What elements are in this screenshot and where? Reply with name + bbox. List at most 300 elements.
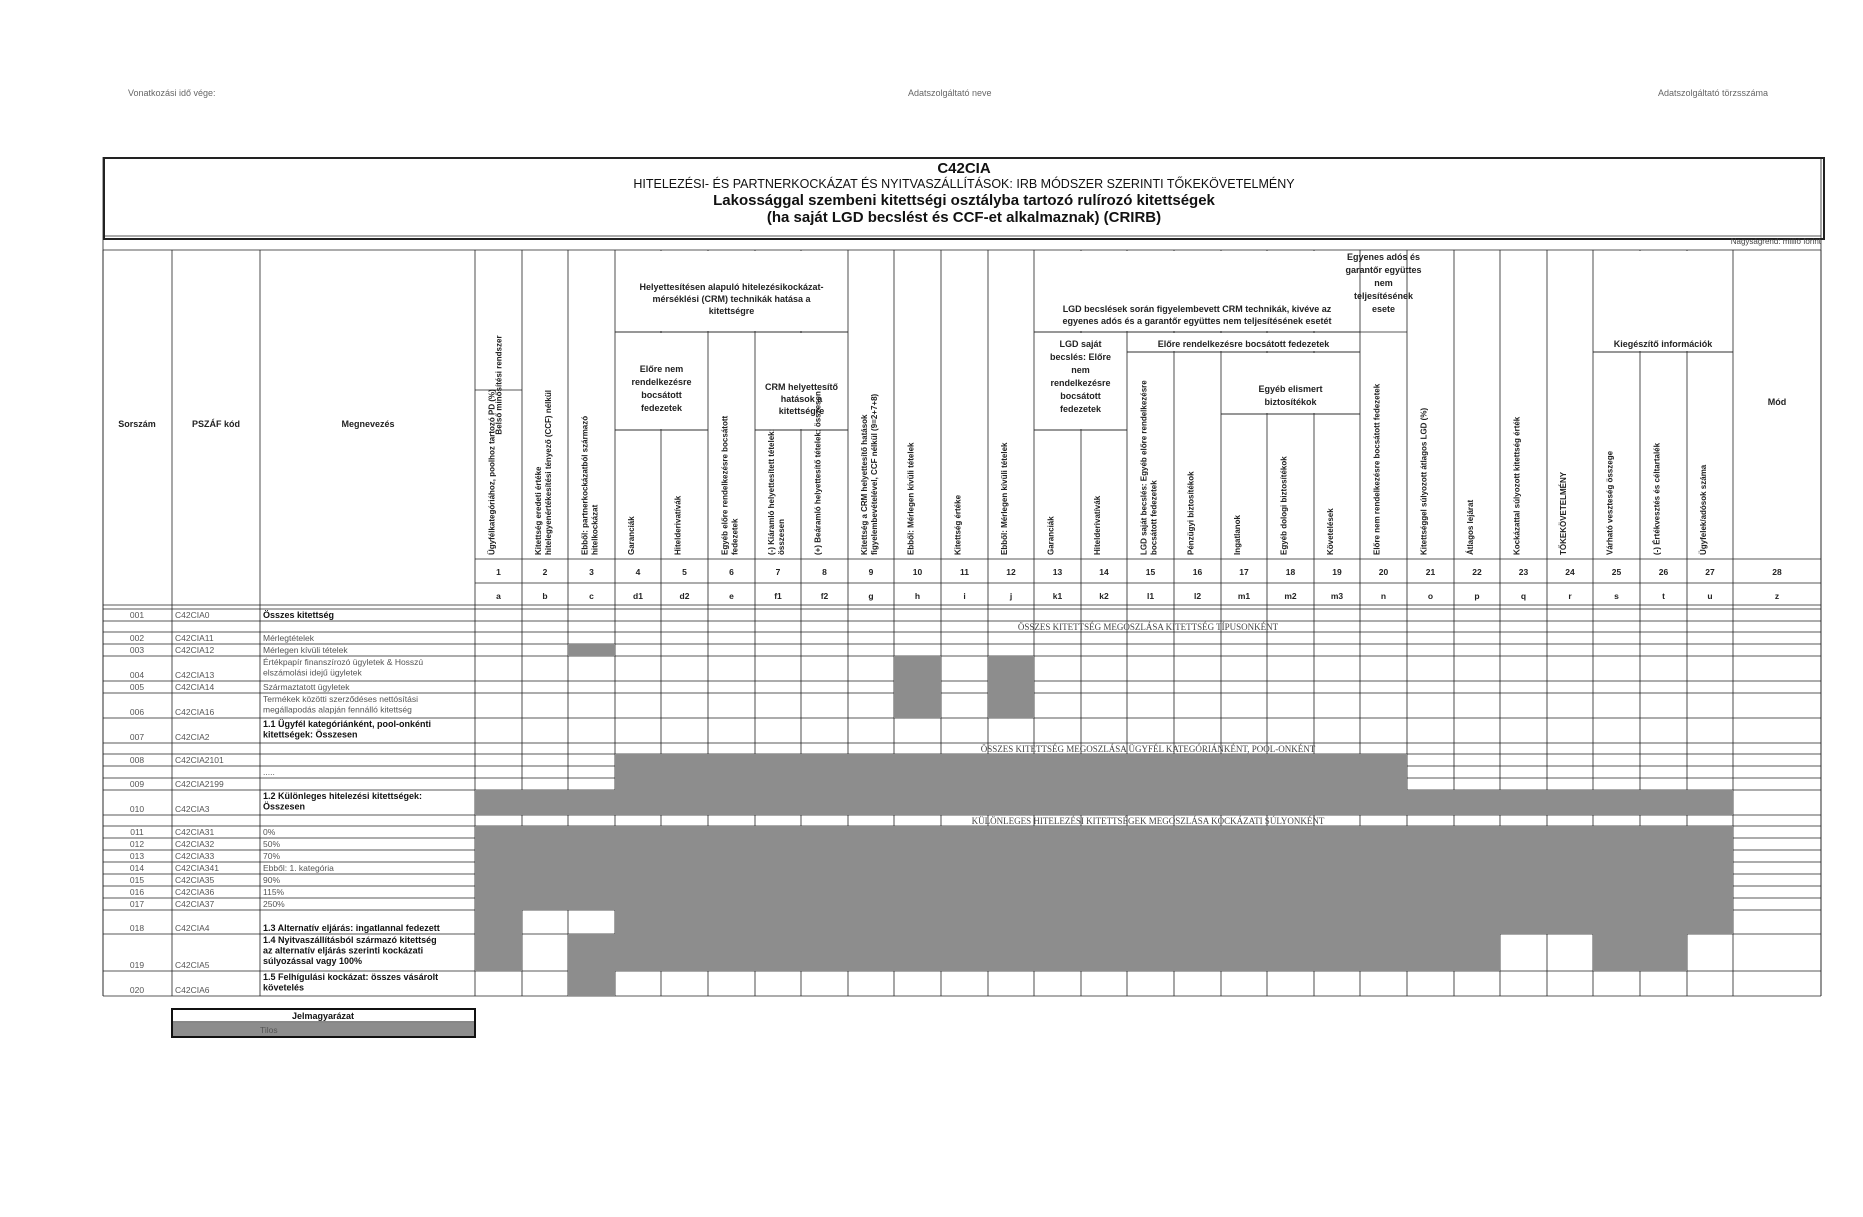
forbidden-cell — [1407, 790, 1454, 815]
row-name: 1.3 Alternatív eljárás: ingatlannal fedezett — [263, 923, 440, 933]
group-lgd-becsles-0: LGD becslések során figyelembevett CRM technikák, kivéve az — [1062, 304, 1332, 314]
forbidden-cell — [848, 898, 894, 910]
row-number: 016 — [129, 887, 145, 897]
col-title-1: Ügyfélkategóriához, poolhoz tartozó PD (%) — [487, 389, 497, 555]
forbidden-cell — [615, 874, 661, 886]
forbidden-cell — [1034, 790, 1081, 815]
forbidden-cell — [475, 838, 522, 850]
forbidden-cell — [1640, 850, 1687, 862]
forbidden-cell — [661, 910, 708, 934]
col-header-sorszam: Sorszám — [118, 419, 156, 429]
col-letter-o: o — [1427, 591, 1434, 601]
row-code: C42CIA12 — [175, 645, 215, 655]
forbidden-cell — [1593, 874, 1640, 886]
forbidden-cell — [1267, 754, 1314, 766]
col-number-25: 25 — [1611, 567, 1622, 577]
forbidden-cell — [1687, 850, 1733, 862]
forbidden-cell — [661, 850, 708, 862]
forbidden-cell — [1081, 934, 1127, 971]
col-number-10: 10 — [912, 567, 923, 577]
group-elore-nem-3: fedezetek — [640, 403, 683, 413]
group-crm-hatas-0: CRM helyettesítő — [764, 382, 839, 392]
col-letter-j: j — [1009, 591, 1013, 601]
col-letter-m2: m2 — [1284, 591, 1297, 601]
col-number-21: 21 — [1425, 567, 1436, 577]
forbidden-cell — [1314, 778, 1360, 790]
forbidden-cell — [1500, 886, 1547, 898]
forbidden-cell — [894, 778, 941, 790]
forbidden-cell — [1640, 898, 1687, 910]
row-code: C42CIA35 — [175, 875, 215, 885]
col-number-1: 1 — [496, 567, 501, 577]
forbidden-cell — [615, 766, 661, 778]
forbidden-cell — [1221, 898, 1267, 910]
col-letter-m3: m3 — [1330, 591, 1344, 601]
col-number-4: 4 — [635, 567, 641, 577]
forbidden-cell — [1360, 790, 1407, 815]
forbidden-cell — [988, 934, 1034, 971]
row-number: 011 — [130, 827, 144, 837]
col-letter-l2: l2 — [1193, 591, 1202, 601]
forbidden-cell — [615, 898, 661, 910]
forbidden-cell — [1547, 874, 1593, 886]
col-number-8: 8 — [822, 567, 827, 577]
row-number: 014 — [129, 863, 145, 873]
col-number-23: 23 — [1518, 567, 1529, 577]
forbidden-cell — [615, 886, 661, 898]
row-name: 0% — [263, 827, 276, 837]
forbidden-cell — [755, 754, 801, 766]
col-title-8: (+) Beáramló helyettesítő tételek: összesen — [813, 391, 823, 555]
forbidden-cell — [475, 826, 522, 838]
forbidden-cell — [988, 826, 1034, 838]
col-title-7: összesen — [777, 518, 786, 555]
forbidden-cell — [568, 790, 615, 815]
forbidden-cell — [568, 934, 615, 971]
forbidden-cell — [1081, 862, 1127, 874]
forbidden-cell — [894, 693, 941, 718]
col-letter-d1: d1 — [633, 591, 643, 601]
row-number: 017 — [129, 899, 145, 909]
row-code: C42CIA3 — [175, 804, 210, 814]
row-name: Összes kitettség — [263, 610, 335, 620]
forbidden-cell — [1267, 910, 1314, 934]
forbidden-cell — [1640, 862, 1687, 874]
row-number: 003 — [129, 645, 145, 655]
row-code: C42CIA0 — [175, 610, 210, 620]
forbidden-cell — [988, 874, 1034, 886]
row-name: az alternatív eljárás szerinti kockázati — [263, 945, 424, 956]
row-code: C42CIA36 — [175, 887, 215, 897]
forbidden-cell — [1174, 826, 1221, 838]
forbidden-cell — [988, 766, 1034, 778]
forbidden-cell — [615, 934, 661, 971]
group-kiegeszito: Kiegészítő információk — [1613, 339, 1713, 349]
forbidden-cell — [1687, 838, 1733, 850]
forbidden-cell — [1314, 766, 1360, 778]
legend-swatch — [173, 1023, 474, 1036]
forbidden-cell — [1593, 862, 1640, 874]
col-letter-a: a — [496, 591, 501, 601]
forbidden-cell — [848, 886, 894, 898]
forbidden-cell — [894, 681, 941, 693]
forbidden-cell — [1221, 838, 1267, 850]
unit-label: Nagyságrend: millió forint — [1730, 237, 1821, 246]
forbidden-cell — [941, 790, 988, 815]
forbidden-cell — [941, 766, 988, 778]
forbidden-cell — [1687, 910, 1733, 934]
forbidden-cell — [708, 766, 755, 778]
provider-name-label: Adatszolgáltató neve — [908, 88, 992, 98]
forbidden-cell — [1547, 790, 1593, 815]
col-number-20: 20 — [1378, 567, 1389, 577]
forbidden-cell — [1407, 934, 1454, 971]
group-belso: Belső minősítési rendszer — [494, 335, 504, 435]
group-mod: Mód — [1767, 397, 1787, 407]
row-code: C42CIA13 — [175, 670, 215, 680]
forbidden-cell — [708, 790, 755, 815]
forbidden-cell — [475, 790, 522, 815]
col-header-megnevezes: Megnevezés — [341, 419, 395, 429]
row-name: 1.5 Felhígulási kockázat: összes vásárolt — [263, 972, 439, 982]
forbidden-cell — [988, 850, 1034, 862]
forbidden-cell — [1221, 766, 1267, 778]
row-name: Összesen — [263, 801, 306, 812]
col-letter-d2: d2 — [679, 591, 690, 601]
forbidden-cell — [801, 934, 848, 971]
forbidden-cell — [661, 862, 708, 874]
forbidden-cell — [1360, 778, 1407, 790]
forbidden-cell — [1267, 934, 1314, 971]
col-letter-u: u — [1707, 591, 1713, 601]
group-crm-helyettesites-0: Helyettesítésen alapuló hitelezésikockázat- — [639, 282, 824, 292]
col-header-pszaf: PSZÁF kód — [191, 419, 241, 429]
row-code: C42CIA6 — [175, 985, 210, 995]
forbidden-cell — [801, 766, 848, 778]
col-number-3: 3 — [589, 567, 594, 577]
row-name: Ebből: 1. kategória — [263, 863, 334, 873]
col-title-10: Ebből: Mérlegen kívüli tételek — [906, 442, 916, 555]
forbidden-cell — [1407, 910, 1454, 934]
forbidden-cell — [1267, 778, 1314, 790]
forbidden-cell — [1314, 754, 1360, 766]
forbidden-cell — [894, 766, 941, 778]
forbidden-cell — [1081, 886, 1127, 898]
forbidden-cell — [1500, 790, 1547, 815]
forbidden-cell — [1081, 778, 1127, 790]
col-letter-r: r — [1568, 591, 1572, 601]
forbidden-cell — [1360, 838, 1407, 850]
forbidden-cell — [1360, 826, 1407, 838]
forbidden-cell — [1314, 934, 1360, 971]
forbidden-cell — [1221, 886, 1267, 898]
forbidden-cell — [522, 898, 568, 910]
row-code: C42CIA16 — [175, 707, 215, 717]
col-title-6: fedezetek — [730, 518, 740, 555]
forbidden-cell — [1547, 826, 1593, 838]
row-code: C42CIA5 — [175, 960, 210, 970]
forbidden-cell — [1407, 898, 1454, 910]
forbidden-cell — [1127, 778, 1174, 790]
forbidden-cell — [988, 790, 1034, 815]
forbidden-cell — [1640, 910, 1687, 934]
forbidden-cell — [894, 656, 941, 681]
forbidden-cell — [661, 898, 708, 910]
forbidden-cell — [1687, 898, 1733, 910]
forbidden-cell — [1547, 838, 1593, 850]
forbidden-cell — [661, 934, 708, 971]
forbidden-cell — [568, 862, 615, 874]
row-name: elszámolási idejű ügyletek — [263, 667, 362, 678]
forbidden-cell — [475, 874, 522, 886]
col-number-12: 12 — [1006, 567, 1016, 577]
group-lgd-sajat-0: LGD saját — [1059, 339, 1102, 349]
group-lgd-becsles-1: egyenes adós és a garantőr együttes nem teljesítésének esetét — [1062, 316, 1332, 326]
col-title-2: hitelegyenértékesítési tényező (CCF) nélkül — [544, 390, 553, 555]
group-crm-helyettesites-1: mérséklési (CRM) technikák hatása a — [652, 294, 811, 304]
forbidden-cell — [1174, 862, 1221, 874]
forbidden-cell — [708, 826, 755, 838]
forbidden-cell — [1034, 886, 1081, 898]
forbidden-cell — [1221, 754, 1267, 766]
row-number: 015 — [129, 875, 145, 885]
forbidden-cell — [1127, 910, 1174, 934]
forbidden-cell — [894, 754, 941, 766]
forbidden-cell — [1267, 826, 1314, 838]
forbidden-cell — [1314, 790, 1360, 815]
forbidden-cell — [708, 898, 755, 910]
row-name: kitettségek: Összesen — [263, 729, 358, 740]
group-elore-nem-0: Előre nem — [639, 364, 684, 374]
row-number: 004 — [129, 670, 145, 680]
forbidden-cell — [1081, 910, 1127, 934]
forbidden-cell — [755, 862, 801, 874]
forbidden-cell — [801, 754, 848, 766]
forbidden-cell — [568, 898, 615, 910]
forbidden-cell — [708, 838, 755, 850]
row-number: 005 — [129, 682, 145, 692]
col-title-23: Kockázattal súlyozott kitettség érték — [1512, 416, 1522, 555]
forbidden-cell — [848, 790, 894, 815]
forbidden-cell — [1360, 766, 1407, 778]
col-title-11: Kitettség értéke — [953, 494, 963, 555]
forbidden-cell — [1407, 838, 1454, 850]
forbidden-cell — [1593, 838, 1640, 850]
forbidden-cell — [615, 826, 661, 838]
row-name: követelés — [263, 982, 305, 993]
forbidden-cell — [615, 910, 661, 934]
forbidden-cell — [801, 886, 848, 898]
forbidden-cell — [1081, 790, 1127, 815]
forbidden-cell — [661, 754, 708, 766]
forbidden-cell — [1174, 790, 1221, 815]
forbidden-cell — [894, 886, 941, 898]
forbidden-cell — [988, 681, 1034, 693]
forbidden-cell — [1034, 850, 1081, 862]
reference-date-label: Vonatkozási idő vége: — [128, 88, 216, 98]
forbidden-cell — [475, 850, 522, 862]
forbidden-cell — [848, 850, 894, 862]
row-name: 1.2 Különleges hitelezési kitettségek: — [263, 791, 423, 801]
forbidden-cell — [1360, 754, 1407, 766]
row-code: C42CIA14 — [175, 682, 215, 692]
forbidden-cell — [1314, 850, 1360, 862]
col-letter-p: p — [1474, 591, 1480, 601]
forbidden-cell — [755, 766, 801, 778]
forbidden-cell — [1640, 790, 1687, 815]
forbidden-cell — [1547, 850, 1593, 862]
forbidden-cell — [1500, 862, 1547, 874]
row-number: 007 — [129, 732, 145, 742]
col-letter-b: b — [542, 591, 548, 601]
forbidden-cell — [1127, 838, 1174, 850]
forbidden-cell — [568, 838, 615, 850]
group-lgd-sajat-2: nem — [1071, 365, 1090, 375]
forbidden-cell — [1314, 874, 1360, 886]
row-number: 009 — [129, 779, 145, 789]
forbidden-cell — [1267, 898, 1314, 910]
group-elore-nem-2: bocsátott — [641, 390, 682, 400]
forbidden-cell — [661, 826, 708, 838]
forbidden-cell — [708, 754, 755, 766]
row-number: 008 — [129, 755, 145, 765]
forbidden-cell — [1547, 898, 1593, 910]
forbidden-cell — [1127, 766, 1174, 778]
forbidden-cell — [1127, 790, 1174, 815]
forbidden-cell — [1687, 790, 1733, 815]
forbidden-cell — [522, 850, 568, 862]
row-code: C42CIA341 — [175, 863, 219, 873]
section-heading: KÜLÖNLEGES HITELEZÉSI KITETTSÉGEK MEGOSZLÁSA KOCKÁZATI SÚLYONKÉNT — [971, 816, 1325, 826]
forbidden-cell — [1454, 910, 1500, 934]
forbidden-cell — [1034, 898, 1081, 910]
forbidden-cell — [1174, 934, 1221, 971]
col-letter-f1: f1 — [774, 591, 782, 601]
forbidden-cell — [1407, 850, 1454, 862]
group-crm-hatas-2: kitettségre — [778, 406, 825, 416]
forbidden-cell — [801, 898, 848, 910]
forbidden-cell — [568, 850, 615, 862]
forbidden-cell — [1360, 898, 1407, 910]
forbidden-cell — [1174, 766, 1221, 778]
forbidden-cell — [1640, 886, 1687, 898]
provider-id-label: Adatszolgáltató törzsszáma — [1658, 88, 1769, 98]
forbidden-cell — [1221, 826, 1267, 838]
forbidden-cell — [475, 862, 522, 874]
forbidden-cell — [801, 850, 848, 862]
forbidden-cell — [941, 850, 988, 862]
forbidden-cell — [1314, 826, 1360, 838]
row-name: Származtatott ügyletek — [263, 682, 350, 692]
col-title-2: Kitettség eredeti értéke — [534, 466, 543, 555]
forbidden-cell — [848, 910, 894, 934]
forbidden-cell — [1500, 898, 1547, 910]
forbidden-cell — [1407, 862, 1454, 874]
forbidden-cell — [1687, 874, 1733, 886]
forbidden-cell — [1267, 790, 1314, 815]
forbidden-cell — [708, 886, 755, 898]
col-title-21: Kitettséggel súlyozott átlagos LGD (%) — [1419, 407, 1429, 555]
forbidden-cell — [1081, 826, 1127, 838]
forbidden-cell — [522, 838, 568, 850]
col-title-13: Garanciák — [1046, 516, 1056, 555]
forbidden-cell — [615, 754, 661, 766]
forbidden-cell — [568, 971, 615, 996]
col-title-15: bocsátott fedezetek — [1149, 480, 1159, 555]
row-code: C42CIA2101 — [175, 755, 224, 765]
row-number: 020 — [129, 985, 145, 995]
forbidden-cell — [755, 874, 801, 886]
col-number-13: 13 — [1052, 567, 1063, 577]
forbidden-cell — [941, 838, 988, 850]
forbidden-cell — [1454, 826, 1500, 838]
forbidden-cell — [615, 838, 661, 850]
forbidden-cell — [1081, 898, 1127, 910]
col-title-4: Garanciák — [627, 516, 636, 555]
forbidden-cell — [941, 754, 988, 766]
forbidden-cell — [894, 790, 941, 815]
forbidden-cell — [988, 693, 1034, 718]
row-code: C42CIA33 — [175, 851, 215, 861]
forbidden-cell — [894, 850, 941, 862]
forbidden-cell — [1174, 874, 1221, 886]
group-lgd-sajat-3: rendelkezésre — [1050, 378, 1111, 388]
forbidden-cell — [1314, 910, 1360, 934]
forbidden-cell — [941, 934, 988, 971]
col-title-26: (-) Értékvesztés és céltartalék — [1652, 442, 1662, 555]
col-title-9: Kitettség a CRM helyettesítő hatások — [860, 414, 869, 555]
forbidden-cell — [894, 934, 941, 971]
forbidden-cell — [801, 790, 848, 815]
forbidden-cell — [1454, 886, 1500, 898]
forbidden-cell — [848, 778, 894, 790]
row-code: C42CIA31 — [175, 827, 215, 837]
forbidden-cell — [1081, 754, 1127, 766]
forbidden-cell — [755, 838, 801, 850]
row-name: Mérlegen kívüli tételek — [263, 645, 348, 655]
forbidden-cell — [1314, 898, 1360, 910]
forbidden-cell — [1034, 766, 1081, 778]
forbidden-cell — [801, 826, 848, 838]
forbidden-cell — [755, 850, 801, 862]
forbidden-cell — [755, 910, 801, 934]
forbidden-cell — [848, 838, 894, 850]
forbidden-cell — [1314, 886, 1360, 898]
row-number: 018 — [129, 923, 145, 933]
group-egyenes-0: Egyenes adós és — [1346, 252, 1421, 262]
row-name: 1.4 Nyitvaszállításból származó kitettség — [263, 935, 437, 945]
forbidden-cell — [1081, 766, 1127, 778]
row-name: súlyozással vagy 100% — [263, 956, 363, 966]
col-number-27: 27 — [1705, 567, 1715, 577]
forbidden-cell — [988, 862, 1034, 874]
col-letter-m1: m1 — [1237, 591, 1251, 601]
forbidden-cell — [522, 886, 568, 898]
row-code: C42CIA32 — [175, 839, 215, 849]
forbidden-cell — [1127, 850, 1174, 862]
forbidden-cell — [894, 910, 941, 934]
group-crm-hatas-1: hatások a — [780, 394, 823, 404]
col-letter-l1: l1 — [1146, 591, 1155, 601]
col-title-7: (-) Kiáramló helyettesített tételek: — [767, 428, 776, 555]
forbidden-cell — [568, 826, 615, 838]
forbidden-cell — [1360, 850, 1407, 862]
form-title-line1: HITELEZÉSI- ÉS PARTNERKOCKÁZAT ÉS NYITVASZÁLLÍTÁSOK: IRB MÓDSZER SZERINTI TŐKEKÖVETELMÉNY — [633, 177, 1295, 191]
forbidden-cell — [708, 910, 755, 934]
data-table — [103, 157, 1823, 1057]
forbidden-cell — [988, 838, 1034, 850]
forbidden-cell — [1081, 850, 1127, 862]
